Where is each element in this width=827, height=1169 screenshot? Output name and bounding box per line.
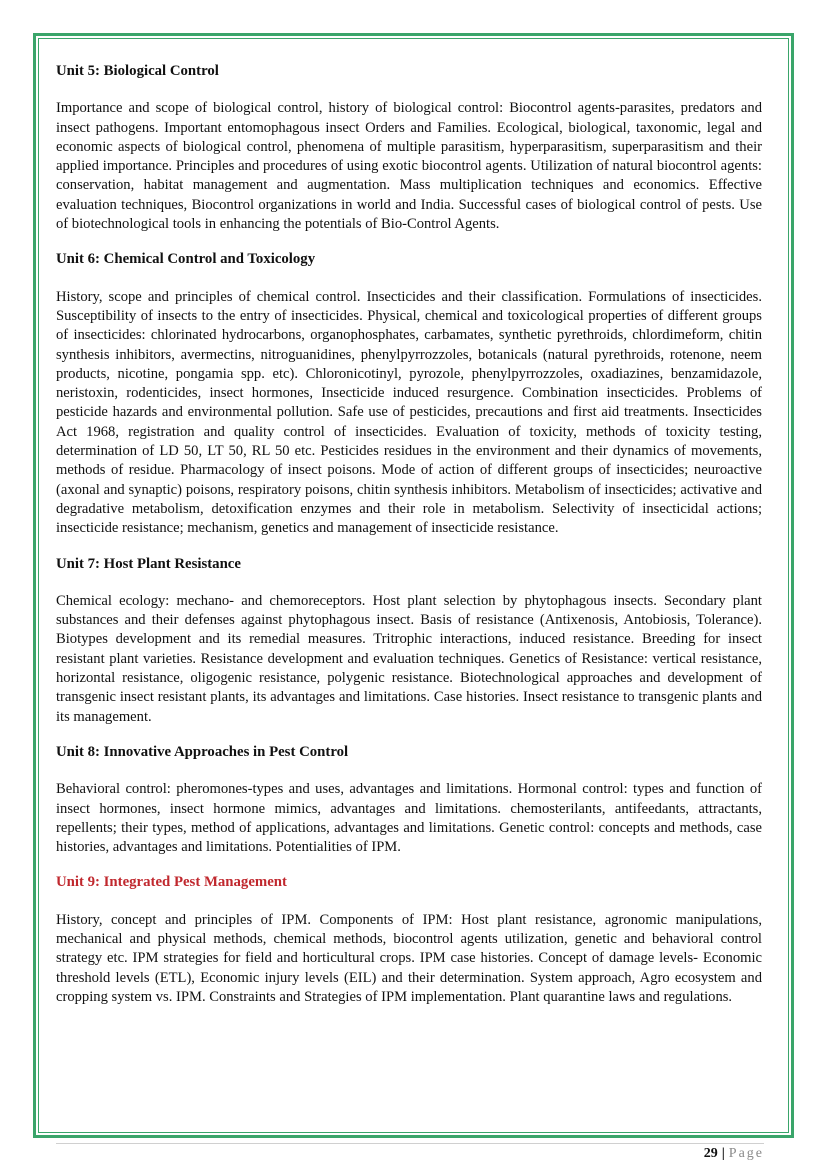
unit-9-body: History, concept and principles of IPM. Components of IPM: Host plant resistance, agronomic manipulations, mechanical and physical methods, chemical methods, biocontrol agents utilization, genetic and behavioral control strategy etc. IPM strategies for field and horticultural crops. IPM case histories. Concept of damage levels- Economic threshold levels (ETL), Economic injury levels (EIL) and their determination. System approach, Agro ecosystem and cropping system vs. IPM. Constraints and Strategies of IPM implementation. Plant quarantine laws and regulations. <box>56 911 762 1005</box>
unit-5-title: Unit 5: Biological Control <box>56 63 219 79</box>
unit-8-body: Behavioral control: pheromones-types and uses, advantages and limitations. Hormonal control: types and function of insect hormones, insect hormone mimics, advantages and limitations. chemosterilants, antifeedants, attractants, repellents; their types, method of applications, advantages and limitations. Genetic control: concepts and methods, case histories, advantages and limitations. Potentialities of IPM. <box>56 781 762 856</box>
unit-7-body: Chemical ecology: mechano- and chemoreceptors. Host plant selection by phytophagous insects. Secondary plant substances and their defenses against phytophagous insect. Basis of resistance (Antixenosis, Antobiosis, Tolerance). Biotypes development and its remedial measures. Tritrophic interactions, induced resistance. Breeding for insect resistant plant varieties. Resistance development and evaluation techniques. Genetics of Resistance: vertical resistance, horizontal resistance, oligogenic resistance, polygenic resistance. Biotechnological approaches and development of transgenic insect resistant plants, its advantages and limitations. Case histories. Insect resistance to transgenic plants and its management. <box>56 592 762 725</box>
unit-6-title: Unit 6: Chemical Control and Toxicology <box>56 251 316 268</box>
unit-8-title: Unit 8: Innovative Approaches in Pest Control <box>56 743 349 760</box>
footer-divider <box>56 1143 764 1144</box>
unit-5-body: Importance and scope of biological control, history of biological control: Biocontrol agents-parasites, predators and insect pathogens. Important entomophagous insect Orders and Families. Ecological, biological, taxonomic, legal and economic aspects of biological control, phenomena of multiple parasitism, hyperparasitism, superparasitism and their applied importance. Principles and procedures of using exotic biocontrol agents. Utilization of natural biocontrol agents: conservation, habitat management and augmentation. Mass multiplication techniques and economics. Effective evaluation techniques, Biocontrol organizations in world and India. Successful cases of biological control of pests. Use of biotechnological tools in enhancing the potentials of Bio-Control Agents. <box>56 100 762 233</box>
page-footer <box>704 1146 764 1162</box>
unit-6-body: History, scope and principles of chemical control. Insecticides and their classification. Formulations of insecticides. Susceptibility of insects to the entry of insecticides. Physical, chemical and toxicological properties of different groups of insecticides: chlorinated hydrocarbons, organophosphates, carbamates, synthetic pyrethroids, chlordimeform, chitin synthesis inhibitors, avermectins, nitroguanidines, phenylpyrrozzoles, botanicals (natural pyrethroids, rotenone, neem products, nicotine, pongamia spp. etc). Chloronicotinyl, pyrozole, phenylpyrrozzoles, oxadiazines, benzamidazole, neristoxin, rodenticides, insect hormones, Insecticide induced resurgence. Combination insecticides. Problems of pesticide hazards and environmental pollution. Safe use of pesticides, precautions and first aid treatments. Insecticides Act 1968, registration and quality control of insecticides. Evaluation of toxicity, methods of toxicity testing, determination of LD 50, LT 50, RL 50 etc. Pesticides residues in the environment and their dynamics of movements, methods of residue. Pharmacology of insect poisons. Mode of action of different groups of insecticides; neuroactive (axonal and synaptic) poisons, respiratory poisons, chitin synthesis inhibitors. Metabolism of insecticides; activative and degradative metabolism, detoxification enzymes and their role in metabolism. Selectivity of insecticidal actions; insecticide resistance; mechanism, genetics and management of insecticide resistance. <box>56 288 762 537</box>
page-number: 29 <box>703 1146 718 1161</box>
unit-9-section <box>56 873 762 1007</box>
unit-8-section <box>56 743 762 857</box>
page-label: Page <box>728 1146 764 1161</box>
unit-7-title: Unit 7: Host Plant Resistance <box>56 555 241 572</box>
unit-5-section <box>56 62 762 234</box>
unit-7-section <box>56 555 762 727</box>
document-content <box>56 62 762 1023</box>
unit-9-title: Unit 9: Integrated Pest Management <box>56 874 287 891</box>
footer-separator: | <box>721 1146 725 1161</box>
unit-6-section <box>56 250 762 538</box>
